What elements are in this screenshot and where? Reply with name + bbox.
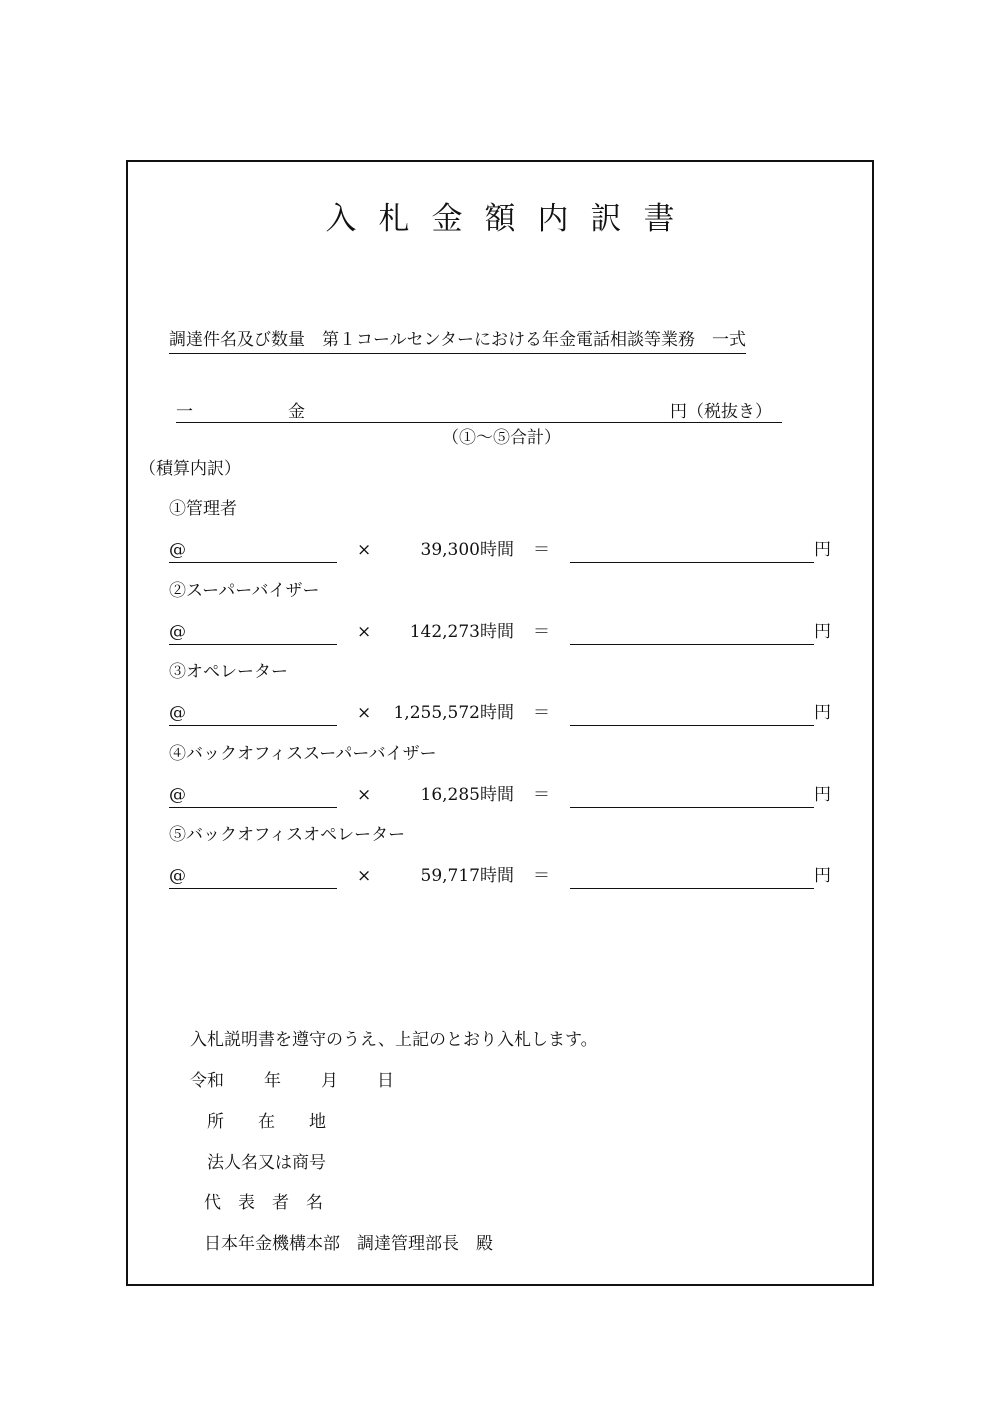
hours-value: 1,255,572時間	[393, 703, 514, 723]
yen-unit: 円	[814, 784, 831, 805]
title-char: 書	[643, 201, 675, 237]
title-char: 札	[378, 201, 410, 237]
corp-name-label: 法人名又は商号	[207, 1153, 326, 1173]
item-label: ⑤バックオフィスオペレーター	[169, 825, 406, 845]
times-sign: ×	[357, 540, 372, 560]
unit-price-at: @	[169, 621, 186, 642]
unit-price-at: @	[169, 703, 186, 723]
equals-sign: ＝	[533, 540, 550, 560]
yen-unit: 円	[814, 703, 831, 723]
title-char: 金	[431, 201, 463, 237]
document-frame	[126, 160, 874, 1286]
item-label: ①管理者	[169, 499, 237, 519]
times-sign: ×	[357, 703, 372, 723]
unit-price-at: @	[169, 784, 186, 805]
procurement-label: 調達件名及び数量	[169, 330, 305, 350]
times-sign: ×	[357, 784, 372, 805]
item-label: ③オペレーター	[169, 662, 288, 682]
total-note: （①～⑤合計）	[442, 428, 561, 448]
equals-sign: ＝	[533, 866, 550, 886]
subtotal-field	[570, 725, 814, 726]
subtotal-field	[570, 807, 814, 808]
subtotal-field	[570, 562, 814, 563]
times-sign: ×	[357, 621, 372, 642]
total-amount-underline	[176, 422, 782, 423]
subtotal-field	[570, 644, 814, 645]
unit-price-field	[169, 725, 337, 726]
address-label: 所 在 地	[207, 1112, 326, 1132]
unit-price-field	[169, 888, 337, 889]
declaration-text: 入札説明書を遵守のうえ、上記のとおり入札します。	[190, 1030, 598, 1050]
yen-unit: 円	[814, 621, 831, 642]
equals-sign: ＝	[533, 621, 550, 642]
hours-value: 59,717時間	[420, 866, 514, 886]
total-kin-label: 金	[288, 402, 305, 422]
date-era: 令和	[190, 1071, 224, 1091]
item-label: ②スーパーバイザー	[169, 580, 320, 601]
representative-label: 代 表 者 名	[204, 1193, 323, 1213]
subtotal-field	[570, 888, 814, 889]
times-sign: ×	[357, 866, 372, 886]
unit-price-field	[169, 644, 337, 645]
hours-value: 142,273時間	[409, 621, 514, 642]
equals-sign: ＝	[533, 784, 550, 805]
hours-value: 16,285時間	[420, 784, 514, 805]
hours-value: 39,300時間	[420, 540, 514, 560]
date-month: 月	[321, 1071, 338, 1091]
unit-price-field	[169, 807, 337, 808]
yen-unit: 円	[814, 866, 831, 886]
total-prefix: 一	[176, 402, 193, 422]
equals-sign: ＝	[533, 703, 550, 723]
unit-price-field	[169, 562, 337, 563]
total-unit: 円（税抜き）	[670, 402, 772, 422]
title-char: 額	[484, 201, 516, 237]
unit-price-at: @	[169, 540, 186, 560]
procurement-line	[169, 332, 746, 354]
yen-unit: 円	[814, 540, 831, 560]
breakdown-label: （積算内訳）	[139, 459, 241, 479]
unit-price-at: @	[169, 866, 186, 886]
date-year: 年	[264, 1071, 281, 1091]
title-char: 入	[325, 201, 357, 237]
document-title	[128, 201, 872, 237]
item-label: ④バックオフィススーパーバイザー	[169, 743, 437, 764]
title-char: 内	[537, 201, 569, 237]
procurement-name: 第１コールセンターにおける年金電話相談等業務	[322, 330, 695, 350]
procurement-quantity: 一式	[711, 330, 746, 350]
title-char: 訳	[590, 201, 622, 237]
date-day: 日	[377, 1071, 394, 1091]
addressee: 日本年金機構本部 調達管理部長 殿	[204, 1234, 493, 1254]
